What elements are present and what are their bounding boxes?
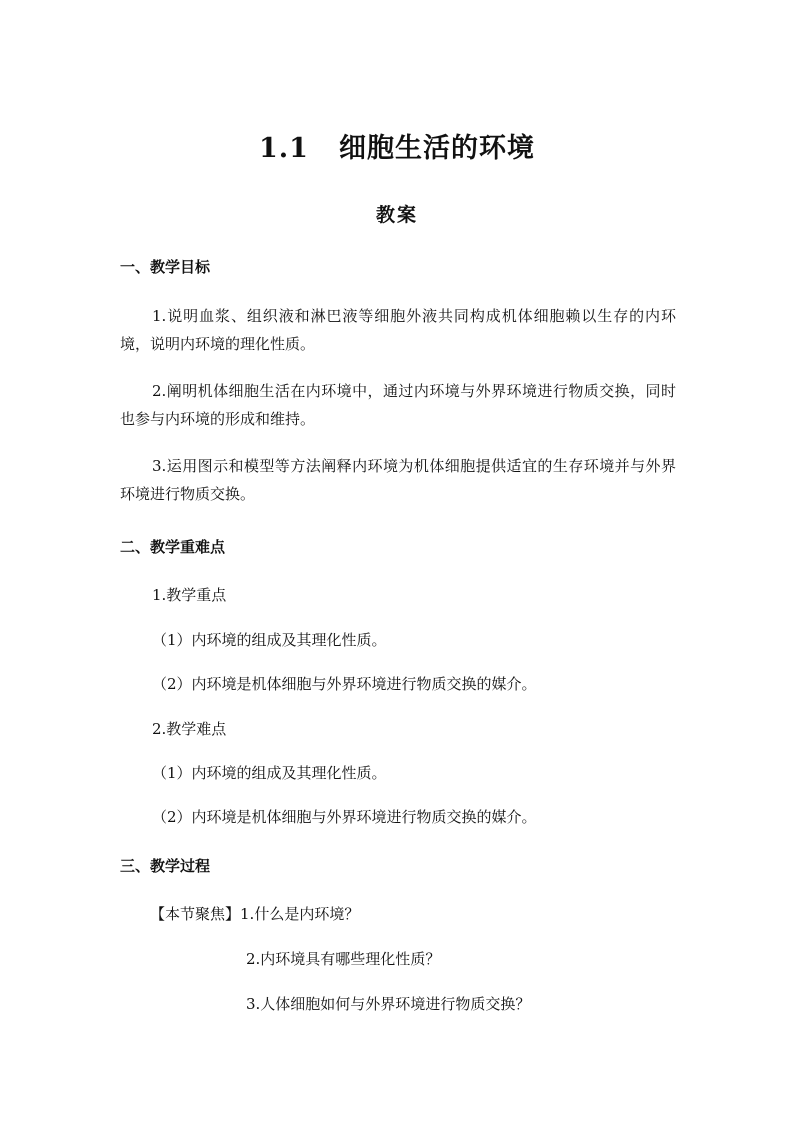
section-heading-objectives: 一、教学目标 [120,258,211,276]
page-title [0,126,794,165]
key-point-label: 1.教学重点 [152,586,227,604]
title-number: 1.1 [259,133,309,164]
key-point-item: （2）内环境是机体细胞与外界环境进行物质交换的媒介。 [152,675,537,693]
section-heading-process: 三、教学过程 [120,857,211,875]
difficult-point-item: （1）内环境的组成及其理化性质。 [152,764,387,782]
difficult-point-item: （2）内环境是机体细胞与外界环境进行物质交换的媒介。 [152,808,537,826]
key-point-item: （1）内环境的组成及其理化性质。 [152,631,387,649]
difficult-point-label: 2.教学难点 [152,720,227,738]
objective-item: 3.运用图示和模型等方法阐释内环境为机体细胞提供适宜的生存环境并与外界环境进行物质交换。 [120,457,676,503]
focus-question-line [150,903,359,924]
focus-prefix: 【本节聚焦】 [150,905,241,923]
section-heading-key-points: 二、教学重难点 [120,538,226,556]
title-text: 细胞生活的环境 [338,133,535,164]
page-subtitle: 教案 [375,204,418,226]
objective-item: 1.说明血浆、组织液和淋巴液等细胞外液共同构成机体细胞赖以生存的内环境，说明内环境的理化性质。 [120,307,676,353]
objective-item: 2.阐明机体细胞生活在内环境中，通过内环境与外界环境进行物质交换，同时也参与内环境的形成和维持。 [120,382,676,428]
focus-question: 1.什么是内环境？ [240,905,360,923]
focus-question: 3.人体细胞如何与外界环境进行物质交换？ [246,995,531,1013]
focus-question: 2.内环境具有哪些理化性质？ [246,950,441,968]
